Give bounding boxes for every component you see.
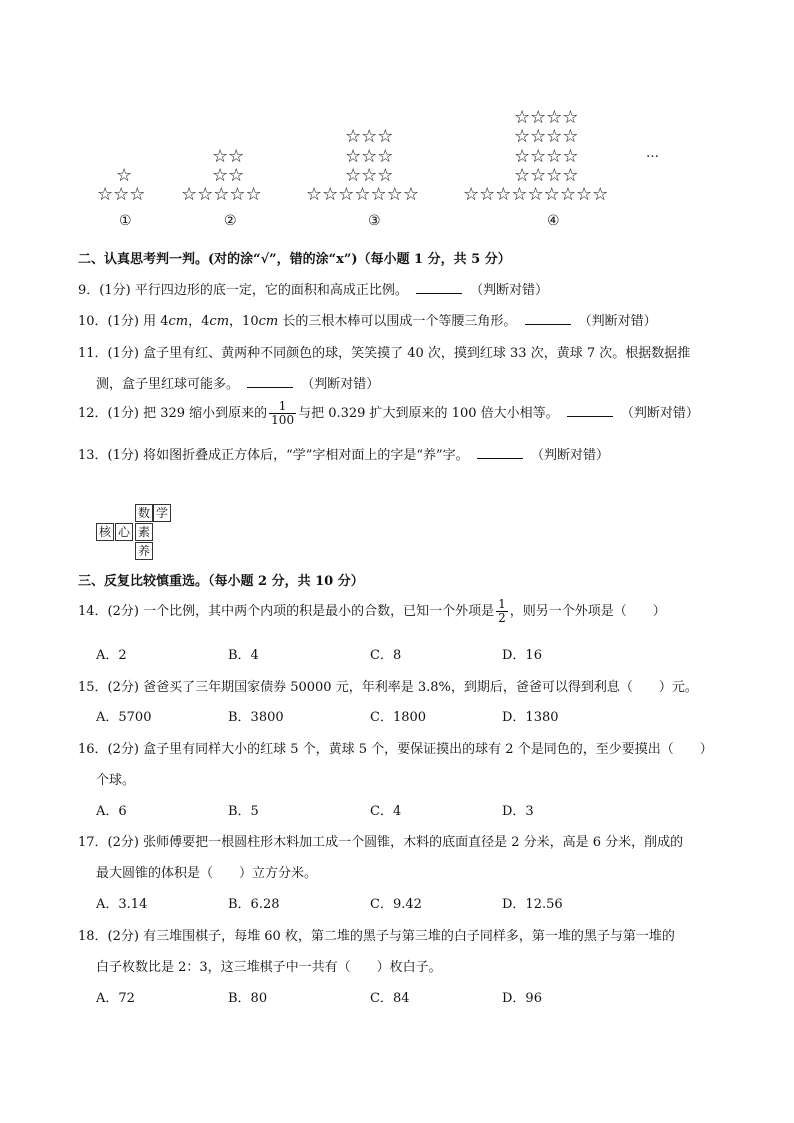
separator: ， (188, 314, 202, 329)
star-row: ☆☆ (212, 146, 245, 167)
figure-label-3: ③ (368, 213, 381, 229)
length-value: 4 (160, 314, 169, 329)
question-17-line-2: 最大圆锥的体积是（ ）立方分米。 (96, 866, 318, 881)
net-cell: 数 (135, 504, 153, 522)
fraction-numerator: 1 (269, 400, 296, 414)
fraction (496, 598, 508, 625)
question-10-text: 10．(1分) 用 (78, 314, 157, 329)
separator: ， (229, 314, 243, 329)
question-18-line-2: 白子枚数比是 2：3，这三堆棋子中一共有（ ）枚白子。 (96, 960, 442, 975)
question-10-text-end: 长的三根木棒可以围成一个等腰三角形。 (282, 314, 517, 329)
star-row: ☆☆☆☆ (514, 126, 579, 147)
answer-blank[interactable] (416, 281, 462, 294)
net-cell: 核 (96, 523, 114, 541)
question-15: 15．(2分) 爸爸买了三年期国家债券 50000 元，年利率是 3.8%，到期后，爸爸可以得到利息（ ）元。 (78, 680, 698, 695)
question-18-line-1: 18．(2分) 有三堆围棋子，每堆 60 枚，第二堆的黑子与第三堆的白子同样多，第一堆的黑子与第一堆的 (78, 929, 675, 944)
section-3-title: 三、反复比较慎重选。（每小题 2 分，共 10 分） (78, 574, 364, 589)
option-a[interactable]: A．3.14 (96, 897, 148, 912)
option-b[interactable]: B．80 (228, 991, 268, 1006)
option-b[interactable]: B．4 (228, 648, 259, 663)
question-11-line-1: 11．(1分) 盒子里有红、黄两种不同颜色的球，笑笑摸了 40 次，摸到红球 33 次，黄球 7 次。根据数据推 (78, 346, 691, 361)
ellipsis: … (646, 146, 659, 161)
question-12-text-end: 与把 0.329 扩大到原来的 100 倍大小相等。 (298, 406, 559, 421)
length-value: 10 (242, 314, 259, 329)
option-a[interactable]: A．5700 (96, 710, 152, 725)
net-cell: 心 (115, 523, 133, 541)
figure-label-4: ④ (547, 213, 560, 229)
question-14-text-end: ，则另一个外项是（ ） (509, 604, 666, 619)
option-d[interactable]: D．16 (502, 648, 542, 663)
length-unit: cm (168, 314, 189, 329)
answer-blank[interactable] (477, 446, 523, 459)
star-row: ☆☆☆☆☆ (181, 184, 262, 205)
judge-hint: （判断对错） (530, 448, 609, 463)
option-c[interactable]: C．1800 (370, 710, 427, 725)
option-c[interactable]: C．4 (370, 804, 402, 819)
question-11-text: 测，盒子里红球可能多。 (96, 377, 240, 392)
option-b[interactable]: B．6.28 (228, 897, 280, 912)
fraction-denominator: 2 (498, 611, 506, 625)
question-12 (78, 400, 699, 427)
answer-blank[interactable] (567, 404, 613, 417)
option-c[interactable]: C．8 (370, 648, 402, 663)
option-d[interactable]: D．96 (502, 991, 542, 1006)
question-17-line-1: 17．(2分) 张师傅要把一根圆柱形木料加工成一个圆锥，木料的底面直径是 2 分米，高是 6 分米，削成的 (78, 835, 684, 850)
option-b[interactable]: B．5 (228, 804, 259, 819)
net-cell: 素 (135, 523, 153, 541)
star-row: ☆☆☆ (345, 165, 394, 186)
judge-hint: （判断对错） (301, 377, 380, 392)
question-10 (78, 310, 657, 329)
length-value: 4 (201, 314, 210, 329)
question-9-text: 9．(1分) 平行四边形的底一定，它的面积和高成正比例。 (78, 283, 408, 298)
option-b[interactable]: B．3800 (228, 710, 284, 725)
question-9 (78, 279, 548, 298)
answer-blank[interactable] (525, 312, 571, 325)
star-row: ☆ (116, 165, 133, 186)
question-13-text: 13．(1分) 将如图折叠成正方体后，“学”字相对面上的字是“养”字。 (78, 448, 469, 463)
star-row: ☆☆☆☆☆☆☆☆☆ (463, 184, 609, 205)
judge-hint: （判断对错） (620, 406, 699, 421)
option-a[interactable]: A．2 (96, 648, 127, 663)
option-c[interactable]: C．9.42 (370, 897, 422, 912)
judge-hint: （判断对错） (470, 283, 549, 298)
fraction (269, 400, 296, 427)
question-14-text: 14．(2分) 一个比例，其中两个内项的积是最小的合数，已知一个外项是 (78, 604, 495, 619)
fraction-numerator: 1 (498, 597, 506, 611)
star-row: ☆☆☆☆☆☆☆ (306, 184, 419, 205)
star-row: ☆☆☆☆ (514, 146, 579, 167)
question-14 (78, 598, 666, 625)
figure-label-2: ② (224, 213, 237, 229)
judge-hint: （判断对错） (578, 314, 657, 329)
star-row: ☆☆☆ (97, 184, 146, 205)
question-16-line-2: 个球。 (96, 773, 136, 788)
option-c[interactable]: C．84 (370, 991, 410, 1006)
section-2-title: 二、认真思考判一判。(对的涂“√”，错的涂“x”)（每小题 1 分，共 5 分） (78, 252, 511, 267)
option-a[interactable]: A．72 (96, 991, 135, 1006)
option-a[interactable]: A．6 (96, 804, 127, 819)
question-11-line-2 (96, 373, 379, 392)
length-unit: cm (258, 314, 279, 329)
net-cell: 学 (153, 504, 171, 522)
length-unit: cm (209, 314, 230, 329)
question-12-text: 12．(1分) 把 329 缩小到原来的 (78, 406, 268, 421)
option-d[interactable]: D．1380 (502, 710, 559, 725)
fraction-denominator: 100 (271, 413, 295, 427)
question-16-line-1: 16．(2分) 盒子里有同样大小的红球 5 个，黄球 5 个，要保证摸出的球有 2 个是同色的，至少要摸出（ ） (78, 742, 713, 757)
figure-label-1: ① (119, 213, 132, 229)
option-d[interactable]: D．12.56 (502, 897, 563, 912)
answer-blank[interactable] (247, 375, 293, 388)
star-row: ☆☆☆ (345, 126, 394, 147)
star-row: ☆☆ (212, 165, 245, 186)
star-row: ☆☆☆ (345, 146, 394, 167)
option-d[interactable]: D．3 (502, 804, 534, 819)
net-cell: 养 (135, 542, 153, 560)
question-13 (78, 444, 609, 463)
star-row: ☆☆☆☆ (514, 165, 579, 186)
star-row: ☆☆☆☆ (514, 107, 579, 128)
